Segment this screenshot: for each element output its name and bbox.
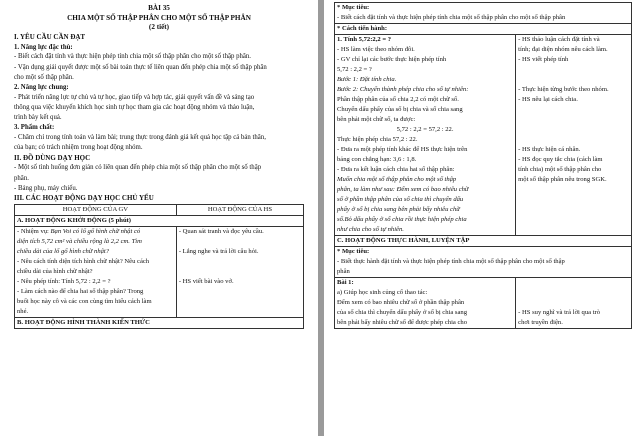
subsection-general: 2. Năng lực chung: <box>14 83 69 91</box>
text-line: - Biết cách đặt tính và thực hiện phép tính chia một số thập phân cho một số thập phân. <box>14 53 251 61</box>
section-requirements: I. YÊU CẦU CẦN ĐẠT <box>14 32 86 41</box>
objective-cell-practice: * Mục tiêu: - Biết thực hành đặt tính và thực hiện phép tính chia một số thập phân cho một số thập phân <box>335 247 632 278</box>
document-page-right <box>324 0 640 436</box>
text-line: - Phát triển năng lực tự chủ và tự học, giao tiếp và hợp tác, giải quyết vấn đề và sáng tạo <box>14 93 255 101</box>
row-practice: C. HOẠT ĐỘNG THỰC HÀNH, LUYỆN TẬP <box>335 236 632 247</box>
subsection-qualities: 3. Phẩm chất: <box>14 124 55 132</box>
text-line: của bạn; có trách nhiệm trong hoạt động nhóm. <box>14 144 143 152</box>
document-page-left <box>0 0 318 436</box>
text-line: - Một số tình huống đơn giản có liên quan đến phép chia một số thập phân cho một số thập <box>14 164 262 172</box>
text-line: trình bày kết quả. <box>14 114 62 122</box>
student-activity-cell: - HS thảo luận cách đặt tính và tính; đại diện nhóm nêu cách làm. - HS viết phép tính - Thực hiện từng bước theo nhóm. - HS nêu lại cách chia. - HS thực hiện cá nhân. - HS đọc quy tắc chia (cách làm tính chia) một số thập phân cho một số thập phân nêu trong SGK. <box>516 35 632 236</box>
lesson-number: BÀI 35 <box>148 4 170 12</box>
student-activity-cell: - Quan sát tranh và đọc yêu cầu. - Lắng nghe và trả lời câu hỏi. - HS viết bài vào vở. <box>176 226 303 317</box>
teacher-activity-cell: - Nhiệm vụ: Bạn Voi có lổ gổ hình chữ nhật có diện tích 5,72 cm² và chiều rộng là 2,2 cm. Tìm chiều dài của lổ gổ hình chữ nhật? - Nêu cách tính diện tích hình chữ nhật? Nêu cách chiều dài của hình chữ nhật? - Nêu phép tính: Tính 5,72 : 2,2 = ? - Làm cách nào để chia hai số thập phân? Trong buổi học này cô và các con cùng tìm hiểu cách làm nhé. <box>15 226 177 317</box>
row-warmup: A. HOẠT ĐỘNG KHỞI ĐỘNG (5 phút) <box>15 215 304 226</box>
text-line: cho một số thập phân. <box>14 73 74 81</box>
text-line: - Vận dụng giải quyết được một số bài toán thực tế liên quan đến phép chia một số thập phân <box>14 63 267 71</box>
column-header-student: HOẠT ĐỘNG CỦA HS <box>176 204 303 215</box>
row-new-knowledge: B. HOẠT ĐỘNG HÌNH THÀNH KIẾN THỨC <box>15 317 304 328</box>
exercise-1-teacher-cell: Bài 1: a) Giúp học sinh củng cố thao tác: Đếm xem có bao nhiêu chữ số ở phần thập phân của số chia thì chuyển dấu phẩy ở số bị chia sang bên phải bấy nhiêu chữ số để được phép chia cho <box>335 278 516 329</box>
activities-table-continued <box>334 2 632 329</box>
section-activities: III. CÁC HOẠT ĐỘNG DẠY HỌC CHỦ YẾU <box>14 194 154 202</box>
section-materials: II. ĐỒ DÙNG DẠY HỌC <box>14 153 91 162</box>
teacher-activity-cell: 1. Tính 5,72:2,2 = ? - HS làm việc theo nhóm đôi. - GV chỉ lại các bước thực hiện phép tính 5,72 : 2,2 = ? Bước 1: Đặt tính chia. Bước 2: Chuyển thành phép chia cho số tự nhiên: Phần thập phân của số chia 2,2 có một chữ số. Chuyển dấu phẩy của số bị chia và số chia sang bên phải một chữ số, ta được: 5,72 : 2,2 = 57,2 : 22. Thực hiện phép chia 57,2 : 22. - Đưa ra một phép tính khác để HS thực hiện trên bảng con chẳng hạn: 3,6 : 1,8. - Đưa ra kết luận cách chia hai số thập phân: Muốn chia một số thập phân cho một số thập phân, ta làm như sau: Đếm xem có bao nhiêu chữ số ở phần thập phân của số chia thì chuyển dấu phẩy ở số bị chia sang bên phải bấy nhiêu chữ số.Bỏ dấu phẩy ở số chia rồi thực hiện phép chia như chia cho số tự nhiên. <box>335 35 516 236</box>
activities-table <box>14 204 304 329</box>
text-line: thông qua việc khuyến khích học sinh tự học tham gia các hoạt động nhóm và thảo luận, <box>14 103 255 111</box>
lesson-periods: (2 tiết) <box>148 23 170 32</box>
lesson-title: CHIA MỘT SỐ THẬP PHÂN CHO MỘT SỐ THẬP PHÂN <box>67 13 251 22</box>
objective-cell: * Mục tiêu: - Biết cách đặt tính và thực hiện phép tính chia một số thập phân cho một số thập phân <box>335 3 632 24</box>
text-line: - Chăm chỉ trong tính toán và làm bài; trung thực trong đánh giá kết quả học tập cá bản thân, <box>14 134 266 142</box>
procedure-heading: * Cách tiến hành: <box>335 24 632 35</box>
text-line: - Bảng phụ, máy chiếu. <box>14 184 78 192</box>
text-line: phân. <box>14 174 29 182</box>
column-header-teacher: HOẠT ĐỘNG CỦA GV <box>15 204 177 215</box>
exercise-1-student-cell: - HS suy nghĩ và trả lời qua trò chơi truyền điện. <box>516 278 632 329</box>
subsection-specific: 1. Năng lực đặc thù: <box>14 43 73 51</box>
